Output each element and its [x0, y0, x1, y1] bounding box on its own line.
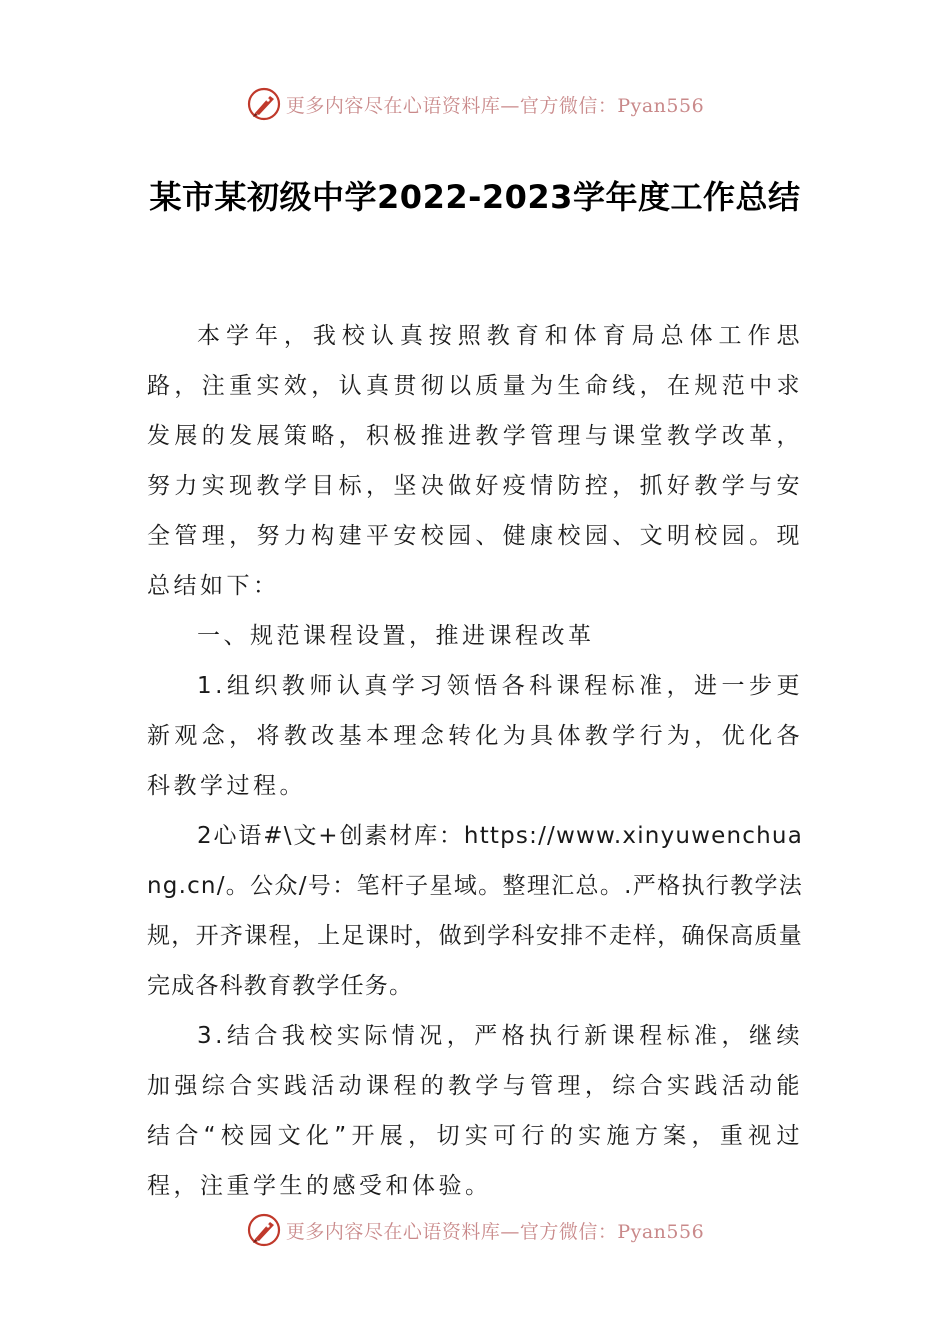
document-body: [147, 311, 803, 1211]
paragraph-intro: 本学年，我校认真按照教育和体育局总体工作思路，注重实效，认真贯彻以质量为生命线，在规范中求发展的发展策略，积极推进教学管理与课堂教学改革，努力实现教学目标，坚决做好疫情防控，抓好教学与安全管理，努力构建平安校园、健康校园、文明校园。现总结如下：: [147, 323, 803, 599]
watermark-banner-top: [0, 84, 950, 124]
paragraph-item-3: 3.结合我校实际情况，严格执行新课程标准，继续加强综合实践活动课程的教学与管理，综合实践活动能结合“校园文化”开展，切实可行的实施方案，重视过程，注重学生的感受和体验。: [147, 1023, 803, 1199]
paragraph-item-2: 2心语#\文+创素材库：https://www.xinyuwenchuang.cn/。公众/号：笔杆子星域。整理汇总。.严格执行教学法规，开齐课程，上足课时，做到学科安排不走样，确保高质量完成各科教育教学任务。: [147, 823, 803, 999]
paragraph-item-1: 1.组织教师认真学习领悟各科课程标准，进一步更新观念，将教改基本理念转化为具体教学行为，优化各科教学过程。: [147, 673, 803, 799]
section-heading-1: 一、规范课程设置，推进课程改革: [197, 623, 595, 649]
watermark-text: 更多内容尽在心语资料库—官方微信：Pyan556: [285, 1220, 705, 1243]
watermark-banner-bottom: [0, 1210, 950, 1250]
document-title: 某市某初级中学2022-2023学年度工作总结: [149, 178, 801, 216]
pen-nib-logo-icon: [246, 1212, 282, 1248]
watermark-text: 更多内容尽在心语资料库—官方微信：Pyan556: [285, 94, 705, 117]
pen-nib-logo-icon: [246, 86, 282, 122]
